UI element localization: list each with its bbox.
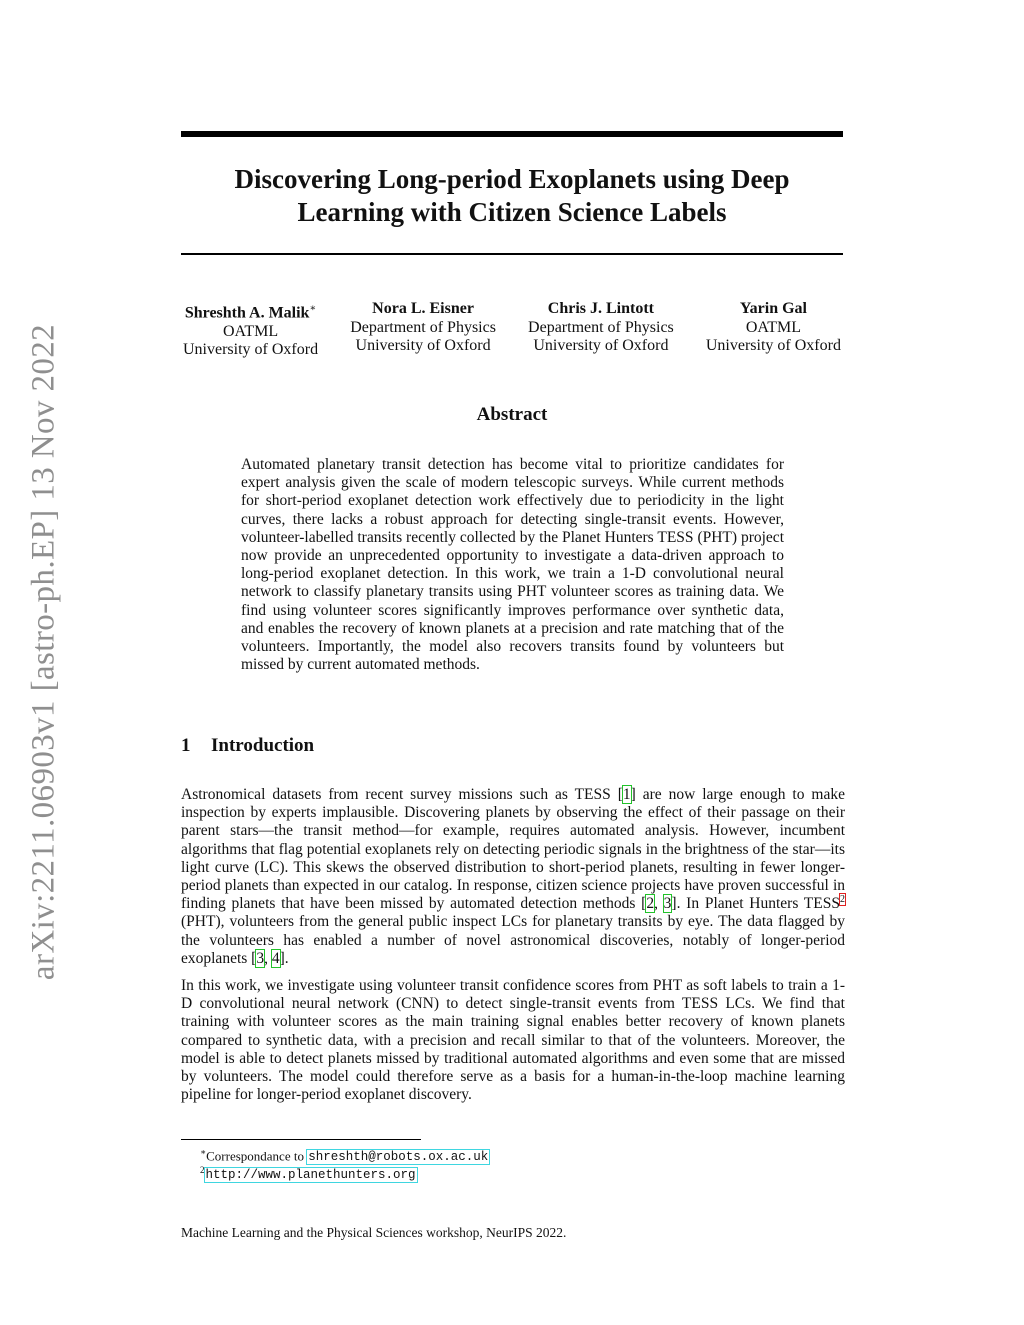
citation-link[interactable]: 3 <box>256 949 265 967</box>
footnote-rule <box>181 1139 421 1140</box>
title-top-rule <box>181 131 843 137</box>
author-name: Chris J. Lintott <box>547 300 655 317</box>
author-institution: University of Oxford <box>533 337 669 354</box>
author-institution: University of Oxford <box>355 337 491 354</box>
footnote-reference-link[interactable]: 2 <box>840 894 845 906</box>
abstract-heading: Abstract <box>476 404 548 425</box>
citation-link[interactable]: 2 <box>646 895 655 913</box>
title-bottom-rule <box>181 253 843 255</box>
section-number: 1 <box>181 735 191 756</box>
footnote-mark: 2 <box>200 1165 205 1175</box>
author-affiliation: OATML <box>222 322 279 340</box>
footnote-url <box>200 1162 417 1183</box>
section-title: Introduction <box>211 735 315 756</box>
author-name: Shreshth A. Malik <box>184 304 310 322</box>
footnote-correspondence: ∗Correspondance to shreshth@robots.ox.ac.uk <box>200 1147 489 1165</box>
abstract-text: Automated planetary transit detection has become vital to prioritize candidates for expert analysis given the scale of modern telescopic surveys. While current methods for short-period exoplanet detection work effectively due to periodicity in the light curves, there lacks a robust approach for detecting single-transit events. However, volunteer-labelled transits recently collected by the Planet Hunters TESS (PHT) project now provide an unprecedented opportunity to investigate a data-driven approach to long-period exoplanet detection. In this work, we train a 1-D convolutional neural network to classify planetary transits using PHT volunteer scores as training data. We find using volunteer scores significantly improves performance over synthetic data, and enables the recovery of known planets at a precision and rate matching that of the volunteers. Importantly, the model also recovers transits found by volunteers but missed by current automated methods. <box>241 456 784 674</box>
introduction-paragraph-1: Astronomical datasets from recent survey missions such as TESS [1] are now large enough to make inspection by experts implausible. Discovering planets by observing the effect of their passage on their parent stars—the transit method—for example, requires automated analysis. However, incumbent algorithms that flag potential exoplanets rely on detecting periodic signals in the brightness of the star—its light curve (LC). This skews the observed distribution to short-period planets, resulting in fewer longer-period planets than expected in our catalog. In response, citizen science projects have proven successful in finding planets that have been missed by automated detection methods [2, 3]. In Planet Hunters TESS$^2$ (PHT), volunteers from the general public inspect LCs for planetary transits by eye. The data flagged by the volunteers has enabled a number of novel astronomical discoveries, notably of longer-period exoplanets [3, 4]. <box>181 786 845 967</box>
paper-title: Discovering Long-period Exoplanets using Deep Learning with Citizen Science Labels <box>234 164 790 227</box>
citation-link[interactable]: 3 <box>663 895 672 913</box>
arxiv-identifier-stamp: arXiv:2211.06903v1 [astro-ph.EP] 13 Nov 2022 <box>25 323 62 981</box>
footnote-mark: ∗ <box>200 1147 207 1157</box>
section-heading-introduction <box>181 735 314 757</box>
author-2 <box>348 300 498 360</box>
email-link[interactable]: shreshth@robots.ox.ac.uk <box>308 1150 489 1165</box>
author-block <box>181 300 843 360</box>
author-institution: University of Oxford <box>705 337 841 354</box>
author-name: Nora L. Eisner <box>372 300 474 317</box>
author-footnote-mark: ∗ <box>309 303 317 314</box>
author-affiliation: OATML <box>745 318 801 336</box>
introduction-paragraph-2: In this work, we investigate using volunteer transit confidence scores from PHT as soft labels to train a 1-D convolutional neural network (CNN) to detect single-transit events from TESS LCs. We find that training with volunteer scores as the main training signal enables better recovery of known planets compared to synthetic data, with a precision and recall similar to that of the volunteers. Moreover, the model is able to detect planets missed by traditional automated algorithms and even some that are missed by volunteers. The model could therefore serve as a basis for a human-in-the-loop machine learning pipeline for longer-period exoplanet discovery. <box>181 977 845 1104</box>
author-1 <box>181 300 320 360</box>
author-affiliation: Department of Physics <box>528 318 674 336</box>
author-institution: University of Oxford <box>183 341 319 359</box>
author-name: Yarin Gal <box>739 300 807 317</box>
author-4 <box>704 300 843 360</box>
author-3 <box>526 300 676 360</box>
citation-link[interactable]: 4 <box>271 949 280 967</box>
author-affiliation: Department of Physics <box>350 318 496 336</box>
url-link[interactable]: http://www.planethunters.org <box>205 1168 416 1183</box>
citation-link[interactable]: 1 <box>622 786 631 803</box>
venue-footer: Machine Learning and the Physical Sciences workshop, NeurIPS 2022. <box>181 1225 567 1240</box>
